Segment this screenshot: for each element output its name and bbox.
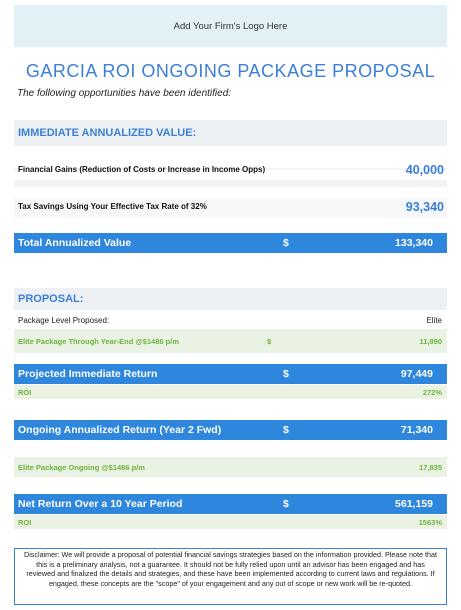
page-subtitle: The following opportunities have been identified: [17,88,232,99]
logo-placeholder: Add Your Firm's Logo Here [14,5,447,47]
immediate-heading: IMMEDIATE ANNUALIZED VALUE: [14,120,447,146]
net-return-row [14,494,447,514]
projected-return-value: 97,449 [400,368,433,380]
projected-return-label: Projected Immediate Return [18,368,158,380]
divider [14,180,447,187]
ongoing-return-value: 71,340 [400,424,433,436]
page-title: GARCIA ROI ONGOING PACKAGE PROPOSAL [25,61,436,81]
net-return-label: Net Return Over a 10 Year Period [18,498,183,510]
net-return-currency: $ [283,498,289,510]
elite-year-end-currency: $ [267,336,272,346]
roi-row-2 [14,515,447,529]
package-level-value: Elite [426,315,442,325]
roi-value-1: 272% [422,387,442,397]
ongoing-return-currency: $ [283,424,289,436]
total-annualized-row [14,233,447,253]
elite-ongoing-value: 17,835 [419,462,442,472]
elite-year-end-row [14,329,447,353]
ongoing-return-label: Ongoing Annualized Return (Year 2 Fwd) [18,424,222,436]
projected-return-currency: $ [283,368,289,380]
total-annualized-value: 133,340 [395,237,433,249]
roi-value-2: 1563% [418,517,442,527]
elite-ongoing-label: Elite Package Ongoing @$1486 p/m [18,462,145,472]
total-annualized-label: Total Annualized Value [18,237,132,249]
disclaimer-box: Disclaimer: We will provide a proposal of potential financial savings strategies based on the information provided. Please note that this is a preliminary analysis, not a guarantee. It should not be fully relied upon until an advisor has been engaged and has reviewed and finalized the details and strategies, and these have been implemented according to current laws and regulations. If engaged, these concepts are the "scope" of your engagement and any out of scope or new work will be re-quoted. [14,548,447,605]
roi-label-2: ROI [18,517,32,527]
tax-savings-label: Tax Savings Using Your Effective Tax Rate of 32% [18,202,207,211]
elite-year-end-label: Elite Package Through Year-End @$1486 p/m [18,336,179,346]
elite-year-end-value: 11,890 [419,336,442,346]
projected-return-row [14,364,447,384]
roi-label-1: ROI [18,387,32,397]
elite-ongoing-row [14,457,447,477]
net-return-value: 561,159 [395,498,433,510]
proposal-heading: PROPOSAL: [14,288,447,310]
total-annualized-currency: $ [283,237,289,249]
roi-row-1 [14,385,447,399]
financial-gains-label: Financial Gains (Reduction of Costs or Increase in Income Opps) [18,165,266,174]
financial-gains-value: 40,000 [405,163,444,177]
tax-savings-value: 93,340 [405,200,444,214]
ongoing-return-row [14,420,447,440]
package-level-label: Package Level Proposed: [18,315,110,325]
package-level-row [14,312,447,328]
